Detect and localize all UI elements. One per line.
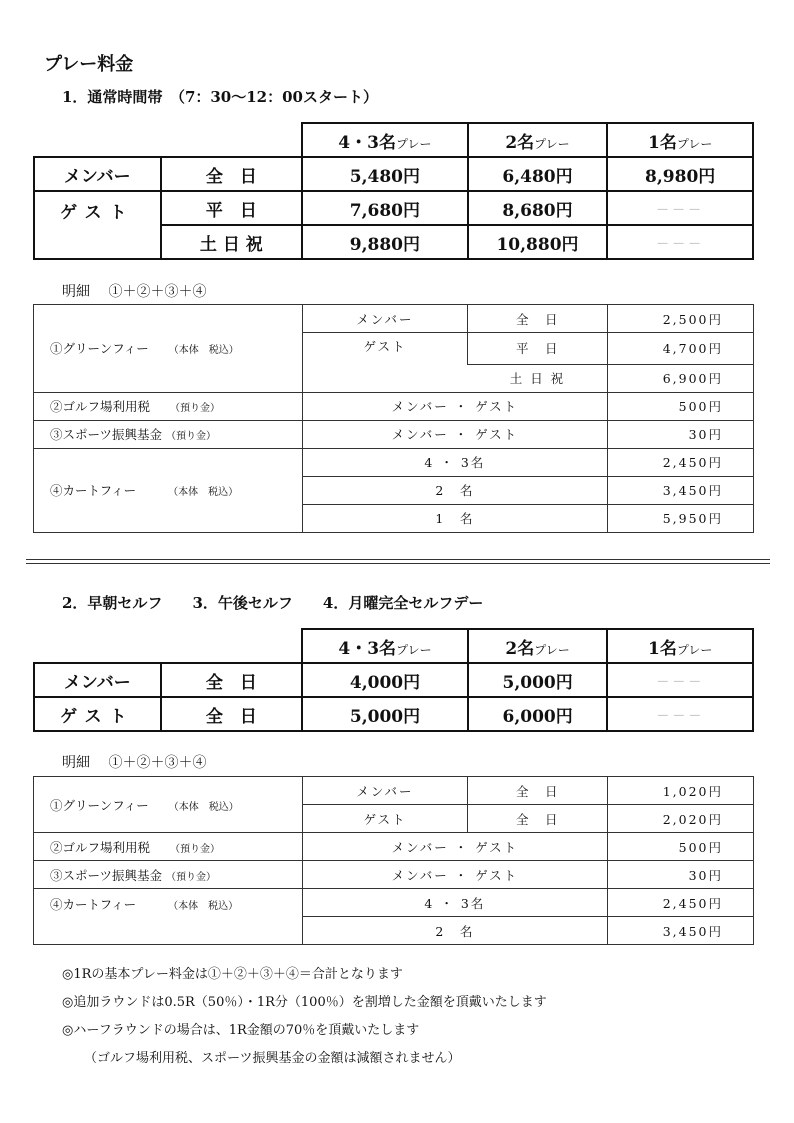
section2-detail-table (33, 776, 754, 945)
section2-price-table (33, 628, 754, 732)
who-member: メンバー (302, 305, 468, 333)
cart-count: 2 名 (302, 476, 607, 504)
price-cell: 7,680円 (302, 191, 468, 225)
page-title: プレー料金 (44, 54, 134, 75)
price-cell: 1,020円 (608, 777, 754, 805)
price-cell: 3,450円 (608, 917, 754, 945)
day-label: 土 日 祝 (468, 364, 608, 392)
price-cell: 6,000円 (468, 697, 608, 731)
price-cell: 30円 (608, 420, 754, 448)
green-fee-label: ①グリーンフィー （本体 税込） (34, 777, 303, 833)
cart-count: 4 ・ 3名 (302, 448, 607, 476)
day-label: 全 日 (468, 805, 608, 833)
cart-fee-label: ④カートフィー （本体 税込） (34, 448, 303, 532)
who-all: メンバー ・ ゲスト (302, 392, 607, 420)
header-2: 2名プレー (468, 123, 608, 157)
group-guest: ゲスト (34, 191, 161, 259)
cart-count: 1 名 (302, 504, 607, 532)
day-label: 平 日 (161, 191, 303, 225)
price-cell: 6,480円 (468, 157, 608, 191)
day-label: 全 日 (161, 697, 303, 731)
group-guest: ゲスト (34, 697, 161, 731)
price-cell: 6,900円 (608, 364, 754, 392)
cart-fee-label: ④カートフィー （本体 税込） (34, 889, 303, 945)
price-cell: 5,000円 (302, 697, 468, 731)
price-cell: 2,500円 (608, 305, 754, 333)
day-label: 土 日 祝 (161, 225, 303, 259)
green-fee-label: ①グリーンフィー （本体 税込） (34, 305, 303, 393)
day-label: 平 日 (468, 333, 608, 365)
cart-count: 2 名 (302, 917, 607, 945)
price-cell: 2,020円 (608, 805, 754, 833)
who-guest: ゲスト (302, 333, 468, 365)
note-line: ◎ハーフラウンドの場合は、1R金額の70％を頂戴いたします (62, 1023, 420, 1038)
note-line: ◎追加ラウンドは0.5R（50％）・1R分（100％）を割増した金額を頂戴いたします (62, 995, 547, 1010)
price-cell: 4,700円 (608, 333, 754, 365)
detail-label: 明細 ①＋②＋③＋④ (62, 755, 207, 771)
who-all: メンバー ・ ゲスト (302, 833, 607, 861)
note-line: （ゴルフ場利用税、スポーツ振興基金の金額は減額されません） (84, 1051, 461, 1066)
section-divider (26, 559, 770, 564)
price-cell: －－－ (607, 663, 753, 697)
detail-label: 明細 ①＋②＋③＋④ (62, 284, 207, 300)
price-cell: 5,000円 (468, 663, 608, 697)
price-cell: 500円 (608, 392, 754, 420)
price-cell: －－－ (607, 225, 753, 259)
day-label: 全 日 (161, 157, 303, 191)
day-label: 全 日 (468, 305, 608, 333)
section1-heading: 1．通常時間帯 （7：30～12：00スタート） (62, 88, 378, 106)
header-4-3: 4・3名プレー (302, 123, 468, 157)
sports-fund-label: ③スポーツ振興基金 （預り金） (34, 420, 303, 448)
price-cell: 10,880円 (468, 225, 608, 259)
section2-heading: 2．早朝セルフ 3．午後セルフ 4．月曜完全セルフデー (62, 594, 484, 612)
group-member: メンバー (34, 157, 161, 191)
price-cell: 5,950円 (608, 504, 754, 532)
day-label: 全 日 (468, 777, 608, 805)
who-guest: ゲスト (302, 805, 468, 833)
price-cell: 2,450円 (608, 889, 754, 917)
cart-count: 4 ・ 3名 (302, 889, 607, 917)
section1-detail-table (33, 304, 754, 533)
price-cell: 2,450円 (608, 448, 754, 476)
sports-fund-label: ③スポーツ振興基金 （預り金） (34, 861, 303, 889)
day-label: 全 日 (161, 663, 303, 697)
header-1: 1名プレー (607, 123, 753, 157)
price-cell: 9,880円 (302, 225, 468, 259)
group-member: メンバー (34, 663, 161, 697)
section1-price-table (33, 122, 754, 260)
price-cell: 8,980円 (607, 157, 753, 191)
price-cell: 4,000円 (302, 663, 468, 697)
header-1: 1名プレー (607, 629, 753, 663)
price-cell: 500円 (608, 833, 754, 861)
price-cell: 30円 (608, 861, 754, 889)
golf-tax-label: ②ゴルフ場利用税 （預り金） (34, 392, 303, 420)
note-line: ◎1Rの基本プレー料金は①＋②＋③＋④＝合計となります (62, 967, 403, 982)
price-cell: 5,480円 (302, 157, 468, 191)
header-2: 2名プレー (468, 629, 608, 663)
who-all: メンバー ・ ゲスト (302, 420, 607, 448)
price-cell: 3,450円 (608, 476, 754, 504)
who-all: メンバー ・ ゲスト (302, 861, 607, 889)
who-member: メンバー (302, 777, 468, 805)
price-cell: －－－ (607, 697, 753, 731)
header-4-3: 4・3名プレー (302, 629, 468, 663)
price-cell: 8,680円 (468, 191, 608, 225)
golf-tax-label: ②ゴルフ場利用税 （預り金） (34, 833, 303, 861)
price-cell: －－－ (607, 191, 753, 225)
